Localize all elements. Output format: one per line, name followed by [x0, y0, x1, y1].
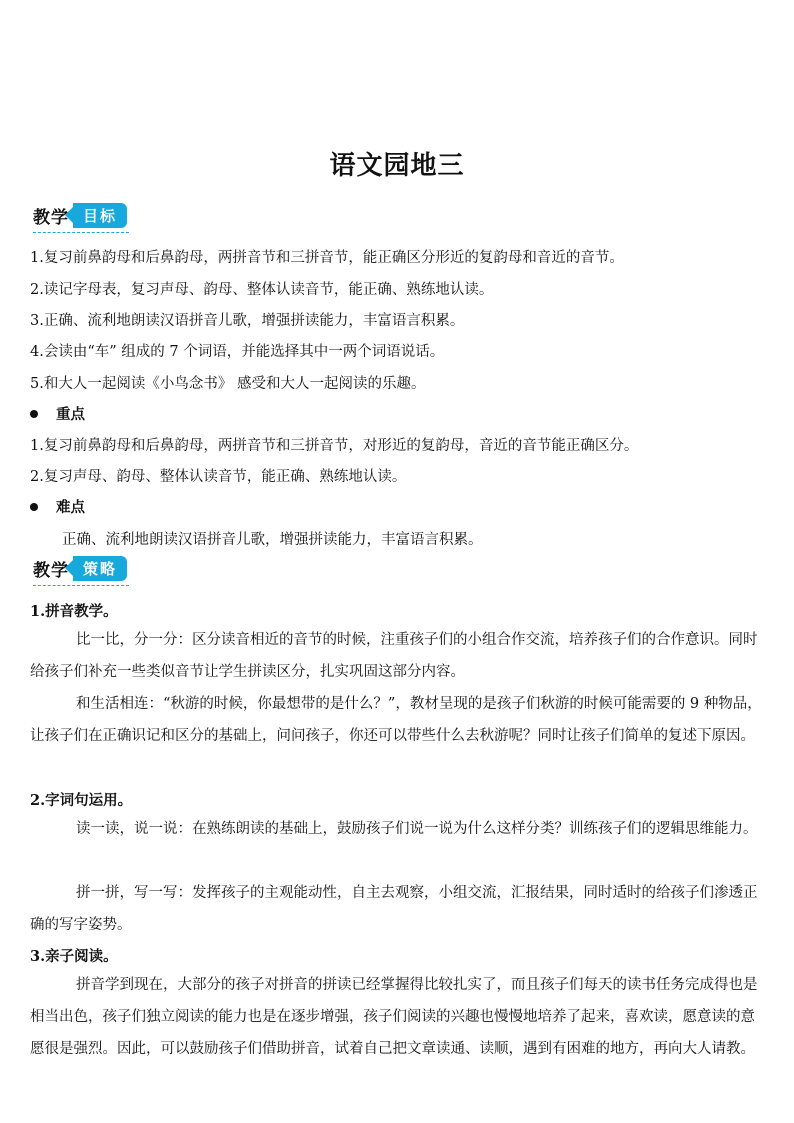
- bullet-icon: [30, 503, 38, 511]
- strategy-paragraph: [30, 813, 765, 845]
- strategy-paragraph-text: 拼一拼，写一写：发挥孩子的主观能动性，自主去观察，小组交流，汇报结果，同时适时的给孩子们渗透正确的写字姿势。: [30, 885, 758, 933]
- objective-item: 5.和大人一起阅读《小鸟念书》 感受和大人一起阅读的乐趣。: [30, 376, 426, 392]
- strategy-header-prefix: 教学: [33, 560, 69, 581]
- key-point-item: 2.复习声母、韵母、整体认读音节，能正确、熟练地认读。: [30, 469, 407, 485]
- strategy-heading: 1.拼音教学。: [30, 603, 118, 620]
- objectives-header-tag: 目标: [73, 203, 127, 228]
- strategy-paragraph: [30, 969, 765, 1065]
- bullet-icon: [30, 410, 38, 418]
- objectives-section-header: [33, 201, 127, 229]
- objective-item: 2.读记字母表，复习声母、韵母、整体认读音节，能正确、熟练地认读。: [30, 282, 494, 298]
- strategy-heading: 3.亲子阅读。: [30, 948, 118, 965]
- strategy-paragraph-text: 读一读，说一说：在熟练朗读的基础上，鼓励孩子们说一说为什么这样分类？训练孩子们的逻辑思维能力。: [76, 821, 758, 837]
- strategy-paragraph-text: 拼音学到现在，大部分的孩子对拼音的拼读已经掌握得比较扎实了，而且孩子们每天的读书任务完成得也是相当出色，孩子们独立阅读的能力也是在逐步增强，孩子们阅读的兴趣也慢慢地培养了起来，喜欢读，愿意读的意愿很是强烈。因此，可以鼓励孩子们借助拼音，试着自己把文章读通、读顺，遇到有困难的地方，再向大人请教。: [30, 977, 758, 1057]
- strategy-paragraph: [30, 624, 765, 688]
- strategy-section-header: [33, 554, 127, 582]
- page-title: 语文园地三: [329, 151, 465, 181]
- strategy-paragraph: [30, 877, 765, 941]
- difficulties-heading: [30, 496, 85, 517]
- key-point-item: 1.复习前鼻韵母和后鼻韵母，两拼音节和三拼音节，对形近的复韵母，音近的音节能正确区分。: [30, 438, 639, 454]
- strategy-header-underline: [33, 585, 129, 586]
- objectives-header-prefix: 教学: [33, 207, 69, 228]
- strategy-header-tag: 策略: [73, 556, 127, 581]
- key-points-heading: [30, 403, 85, 424]
- objective-item: 1.复习前鼻韵母和后鼻韵母，两拼音节和三拼音节，能正确区分形近的复韵母和音近的音节。: [30, 250, 624, 266]
- strategy-paragraph: [30, 688, 765, 752]
- difficulties-text: 正确、流利地朗读汉语拼音儿歌，增强拼读能力，丰富语言积累。: [62, 532, 483, 548]
- objective-item: 3.正确、流利地朗读汉语拼音儿歌，增强拼读能力，丰富语言积累。: [30, 313, 465, 329]
- objectives-header-underline: [33, 232, 129, 233]
- strategy-paragraph-text: 比一比，分一分：区分读音相近的音节的时候，注重孩子们的小组合作交流，培养孩子们的合作意识。同时给孩子们补充一些类似音节让学生拼读区分，扎实巩固这部分内容。: [30, 632, 758, 680]
- objective-item: 4.会读由“车” 组成的 7 个词语，并能选择其中一两个词语说话。: [30, 344, 445, 360]
- strategy-heading: 2.字词句运用。: [30, 792, 133, 809]
- strategy-paragraph-text: 和生活相连：“秋游的时候，你最想带的是什么？”，教材呈现的是孩子们秋游的时候可能需要的 9 种物品，让孩子们在正确识记和区分的基础上，问问孩子，你还可以带些什么去秋游呢？同时让孩子们简单的复述下原因。: [30, 696, 762, 744]
- difficulties-label: 难点: [56, 500, 85, 516]
- key-points-label: 重点: [56, 407, 85, 423]
